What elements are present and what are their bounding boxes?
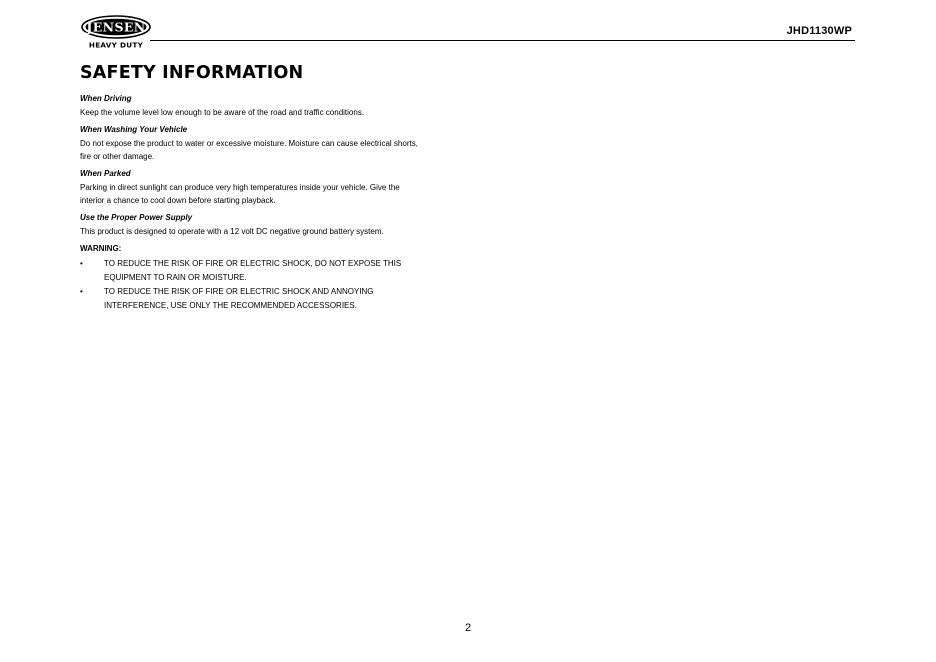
- section-heading: When Parked: [80, 169, 131, 178]
- text-line: fire or other damage.: [80, 152, 155, 161]
- warning-block: [80, 243, 480, 312]
- text-line: EQUIPMENT TO RAIN OR MOISTURE.: [104, 272, 247, 282]
- text-line: interior a chance to cool down before starting playback.: [80, 196, 276, 205]
- section-power-supply: [80, 212, 480, 238]
- text-line: TO REDUCE THE RISK OF FIRE OR ELECTRIC SHOCK AND ANNOYING: [104, 287, 374, 296]
- section-when-parked: [80, 168, 480, 207]
- section-when-washing: [80, 124, 480, 163]
- section-text: [80, 181, 480, 207]
- section-heading: When Driving: [80, 94, 132, 103]
- jensen-heavy-duty-logo: [80, 14, 152, 50]
- section-text: [80, 137, 480, 163]
- page-title: SAFETY INFORMATION: [80, 63, 304, 83]
- text-line: Do not expose the product to water or excessive moisture. Moisture can cause electrical shorts,: [80, 139, 418, 148]
- text-line: Parking in direct sunlight can produce very high temperatures inside your vehicle. Give the: [80, 183, 400, 192]
- text-line: TO REDUCE THE RISK OF FIRE OR ELECTRIC SHOCK, DO NOT EXPOSE THIS: [104, 259, 402, 268]
- model-number: JHD1130WP: [786, 25, 852, 37]
- svg-text:HEAVY DUTY: HEAVY DUTY: [88, 40, 144, 50]
- text-line: Keep the volume level low enough to be aware of the road and traffic conditions.: [80, 108, 365, 117]
- section-heading: Use the Proper Power Supply: [80, 213, 193, 222]
- text-line: This product is designed to operate with a 12 volt DC negative ground battery system.: [80, 227, 384, 236]
- svg-text:JENSEN: JENSEN: [86, 19, 146, 35]
- text-line: INTERFERENCE, USE ONLY THE RECOMMENDED ACCESSORIES.: [104, 300, 357, 310]
- section-when-driving: [80, 93, 480, 119]
- section-heading: When Washing Your Vehicle: [80, 125, 188, 134]
- bullet-icon: •: [80, 287, 83, 296]
- warning-list: [80, 257, 480, 312]
- section-text: [80, 225, 480, 238]
- section-text: [80, 106, 480, 119]
- header-divider: [150, 40, 855, 41]
- safety-information-content: [80, 62, 480, 313]
- page-number: 2: [464, 622, 472, 634]
- bullet-icon: •: [80, 259, 83, 268]
- warning-item: [80, 285, 480, 312]
- warning-label: WARNING:: [80, 244, 122, 253]
- warning-item: [80, 257, 480, 284]
